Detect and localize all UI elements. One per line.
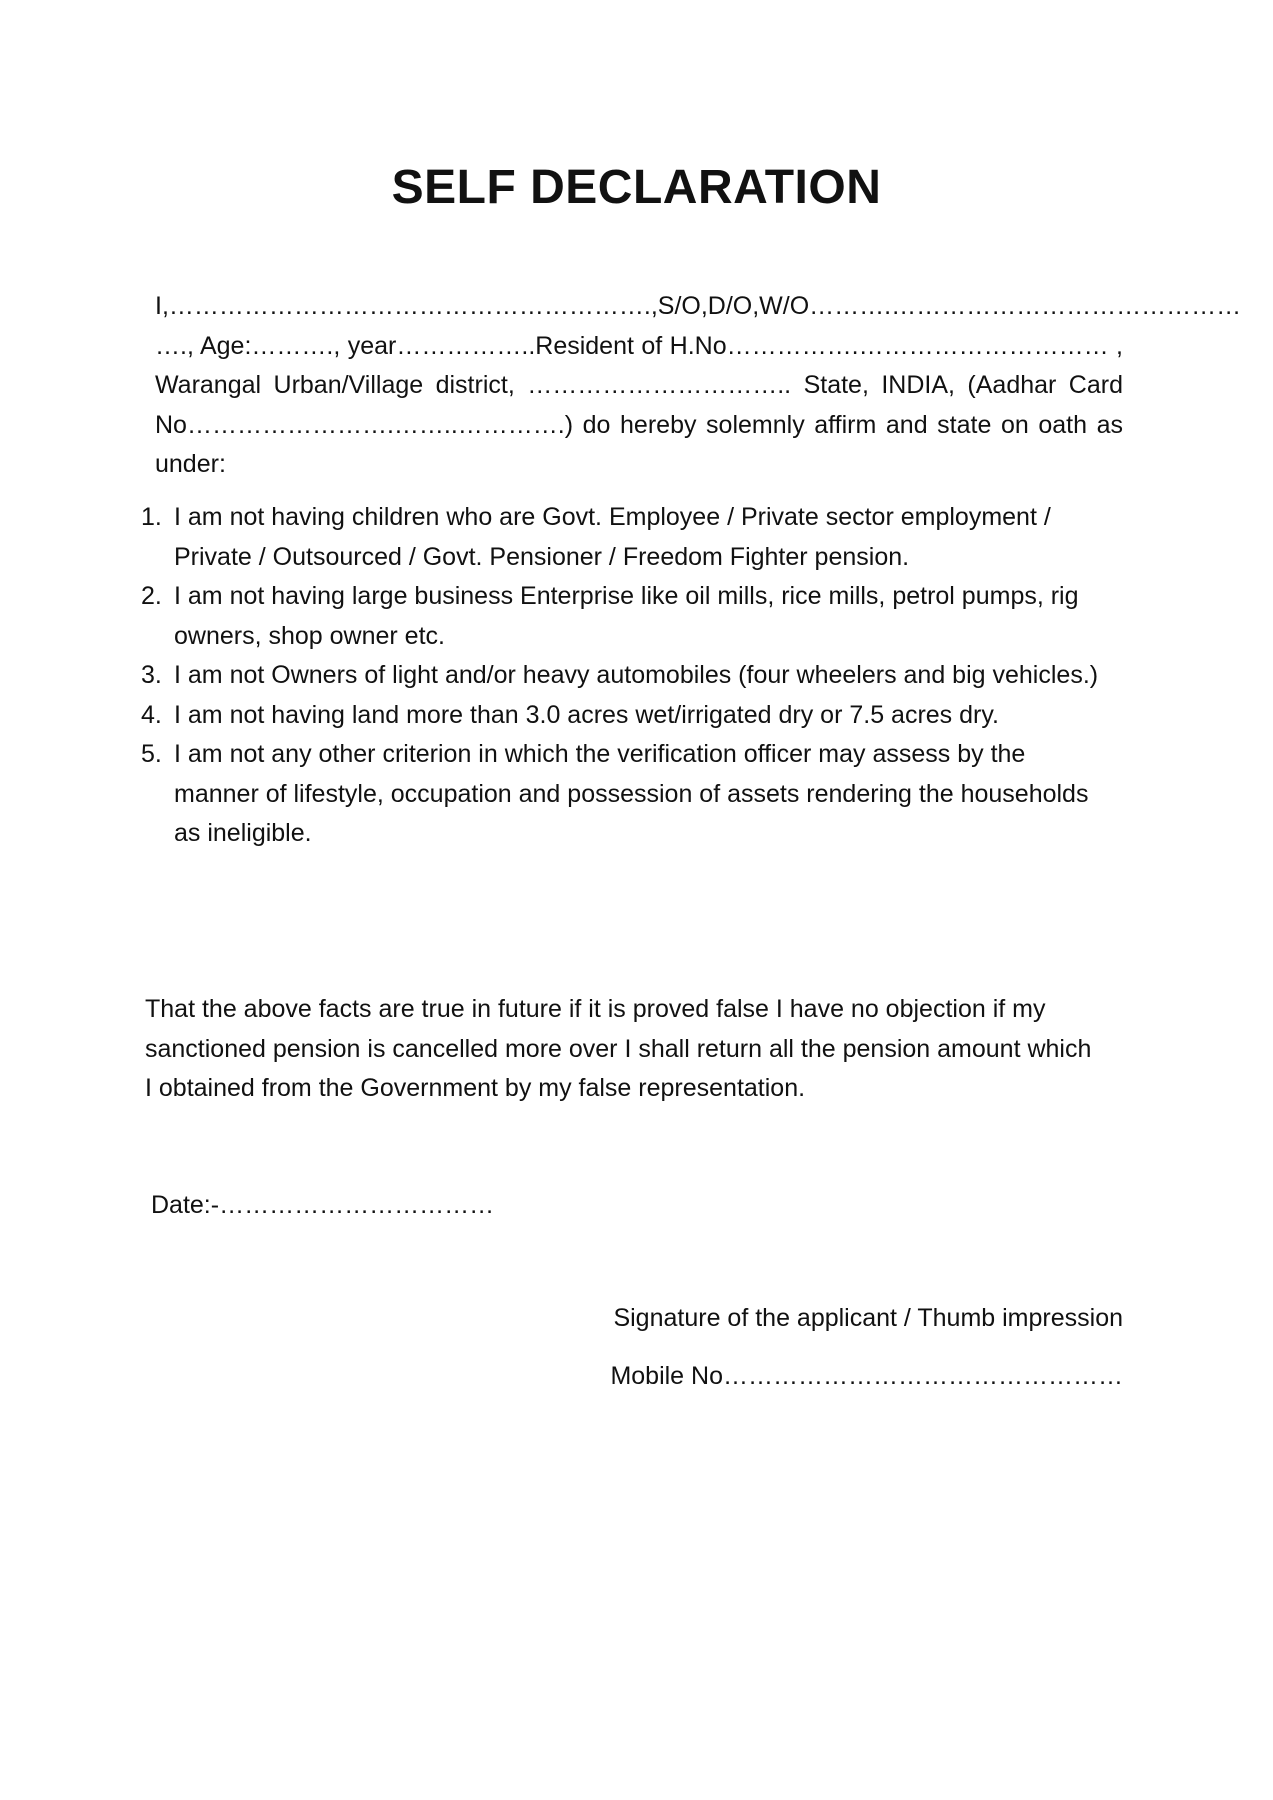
document-title: SELF DECLARATION	[391, 161, 882, 214]
intro-line-district: Warangal Urban/Village district, ………………………….. State, INDIA, (Aadhar Card	[155, 371, 1123, 399]
condition-number: 4.	[141, 700, 162, 729]
signature-line: Signature of the applicant / Thumb impression	[613, 1304, 1123, 1332]
condition-number: 1.	[141, 503, 162, 531]
condition-text: I am not having children who are Govt. Employee / Private sector employment / Private / Outsourced / Govt. Pensioner / Freedom Fighter pension.	[174, 503, 1051, 571]
condition-text: I am not having large business Enterprise like oil mills, rice mills, petrol pumps, rig owners, shop owner etc.	[174, 582, 1079, 650]
condition-item	[141, 656, 1101, 696]
undertaking-paragraph: That the above facts are true in future if it is proved false I have no objection if my sanctioned pension is cancelled more over I shall return all the pension amount which I obtained from the Government by my false representation.	[145, 995, 1092, 1102]
condition-number: 2.	[141, 582, 162, 610]
condition-item	[141, 735, 1101, 854]
eligibility-conditions-list	[141, 498, 1101, 854]
condition-text: I am not any other criterion in which the verification officer may assess by the manner of lifestyle, occupation and possession of assets rendering the households as ineligible.	[174, 740, 1089, 847]
condition-item	[141, 498, 1101, 577]
declarant-details-paragraph	[155, 287, 1242, 485]
intro-line-age-address: …., Age:………., year……………..Resident of H.No…………….………………………… ,	[155, 331, 1123, 360]
intro-line-name: I,………………………………………………….,S/O,D/O,W/O……….……………………………………	[155, 292, 1242, 320]
intro-line-under: under:	[155, 450, 226, 478]
condition-item	[141, 696, 1101, 736]
condition-text: I am not Owners of light and/or heavy automobiles (four wheelers and big vehicles.)	[174, 661, 1099, 689]
condition-number: 3.	[141, 661, 162, 689]
condition-text: I am not having land more than 3.0 acres wet/irrigated dry or 7.5 acres dry.	[174, 700, 999, 729]
mobile-number-line: Mobile No…………………………………………	[610, 1362, 1123, 1390]
condition-number: 5.	[141, 740, 162, 768]
intro-line-aadhar: No…………………….……..………….) do hereby solemnly affirm and state on oath as	[155, 410, 1123, 439]
condition-item	[141, 577, 1101, 656]
date-line: Date:-……………………………	[151, 1191, 495, 1219]
